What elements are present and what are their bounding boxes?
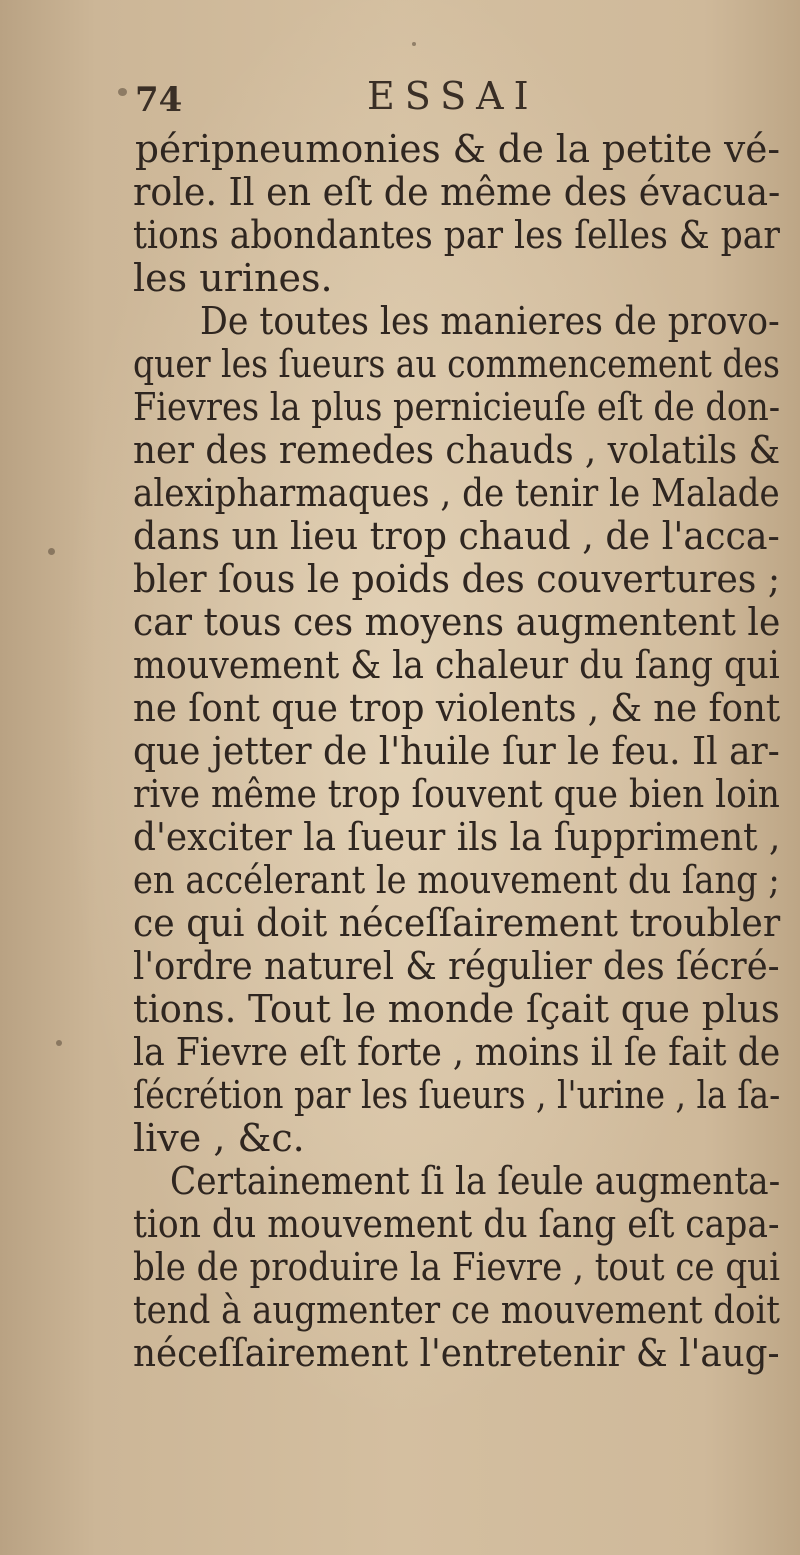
text-line: De toutes les manieres de provo- <box>200 299 780 343</box>
page-number: 74 <box>135 80 183 120</box>
text-line: néceſſairement l'entretenir & l'aug- <box>133 1331 780 1375</box>
text-line: ne ſont que trop violents , & ne font <box>133 686 781 730</box>
text-line: role. Il en eſt de même des évacua- <box>133 170 781 214</box>
text-line: que jetter de l'huile ſur le feu. Il ar- <box>133 729 780 773</box>
text-line: bler ſous le poids des couvertures ; <box>133 557 781 601</box>
text-line: Certainement ſi la ſeule augmenta- <box>170 1159 781 1203</box>
text-line: l'ordre naturel & régulier des ſécré- <box>133 944 780 988</box>
text-line: d'exciter la ſueur ils la ſuppriment , <box>133 815 781 859</box>
text-line: tions abondantes par les ſelles & par <box>133 213 780 257</box>
body-text <box>0 123 800 1403</box>
text-line: dans un lieu trop chaud , de l'acca- <box>133 514 780 558</box>
text-line: tions. Tout le monde ſçait que plus <box>133 987 780 1031</box>
text-line: en accélerant le mouvement du ſang ; <box>133 858 780 902</box>
text-line: live , &c. <box>133 1116 305 1160</box>
text-line: quer les ſueurs au commencement des <box>133 342 780 386</box>
text-line: alexipharmaques , de tenir le Malade <box>133 471 780 515</box>
text-line: mouvement & la chaleur du ſang qui <box>133 643 780 687</box>
text-line: tion du mouvement du ſang eſt capa- <box>133 1202 780 1246</box>
text-line: ſécrétion par les ſueurs , l'urine , la ſa- <box>133 1073 781 1117</box>
ink-spot <box>118 88 127 96</box>
text-line: péripneumonies & de la petite vé- <box>135 127 781 171</box>
text-line: rive même trop ſouvent que bien loin <box>133 772 780 816</box>
text-line: car tous ces moyens augmentent le <box>133 600 781 644</box>
text-line: tend à augmenter ce mouvement doit <box>133 1288 780 1332</box>
ink-spot <box>412 42 416 46</box>
text-line: ce qui doit néceſſairement troubler <box>133 901 781 945</box>
text-line: ner des remedes chauds , volatils & <box>133 428 781 472</box>
text-line: les urines. <box>133 256 333 300</box>
text-line: la Fievre eſt forte , moins il ſe fait de <box>133 1030 781 1074</box>
running-head: ESSAI <box>367 74 539 118</box>
text-line: Fievres la plus pernicieuſe eſt de don- <box>133 385 781 429</box>
text-line: ble de produire la Fievre , tout ce qui <box>133 1245 781 1289</box>
